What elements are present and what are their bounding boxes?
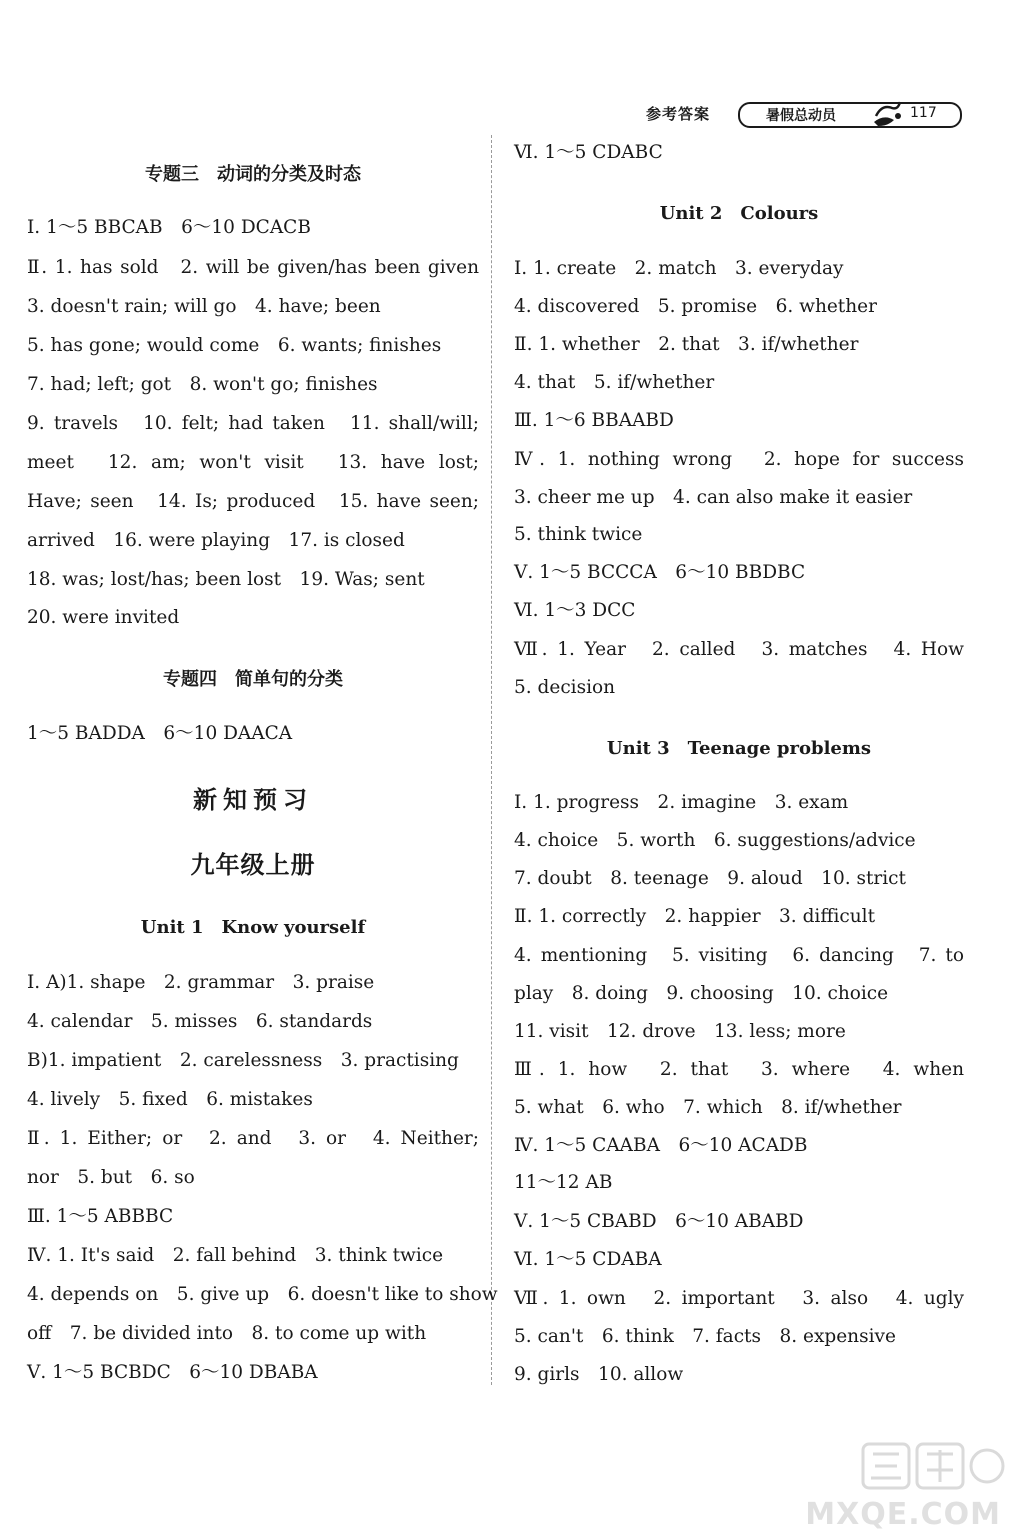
topic3-line: Have; seen 14. Is; produced 15. have seen; [27,491,479,512]
unit3-line: 11. visit 12. drove 13. less; more [514,1021,846,1042]
unit2-line: 4. discovered 5. promise 6. whether [514,296,877,317]
topic4-line: 1～5 BADDA 6～10 DAACA [27,723,293,744]
topic3-line: meet 12. am; won't visit 13. have lost; [27,452,479,473]
unit2-line: Ⅳ. 1. nothing wrong 2. hope for success [514,449,964,470]
unit3-line: 5. can't 6. think 7. facts 8. expensive [514,1326,896,1347]
unit3-line: 9. girls 10. allow [514,1364,684,1385]
unit2-line: Ⅴ. 1～5 BCCCA 6～10 BBDBC [514,562,806,583]
column-divider [491,135,492,1385]
page-number: 117 [910,105,937,121]
header-label: 参考答案 [646,105,711,123]
unit1-line: Ⅴ. 1～5 BCBDC 6～10 DBABA [27,1362,318,1383]
unit2-line: Ⅵ. 1～3 DCC [514,600,636,621]
svg-text:MXQE.COM: MXQE.COM [805,1497,1001,1530]
unit3-line: Ⅰ. 1. progress 2. imagine 3. exam [514,792,849,813]
page-header [640,100,970,130]
unit3-line: Ⅲ. 1. how 2. that 3. where 4. when [514,1059,964,1080]
watermark-logo [805,1440,1005,1530]
unit3-title: Unit 3 Teenage problems [606,738,872,759]
unit1-title: Unit 1 Know yourself [140,917,366,938]
unit1-line: Ⅱ. 1. Either; or 2. and 3. or 4. Neither; [27,1128,479,1149]
topic3-line: 7. had; left; got 8. won't go; finishes [27,374,378,395]
unit1-line: off 7. be divided into 8. to come up with [27,1323,427,1344]
unit2-line: 5. decision [514,677,616,698]
unit3-line: Ⅴ. 1～5 CBABD 6～10 ABABD [514,1211,804,1232]
unit2-line: Ⅱ. 1. whether 2. that 3. if/whether [514,334,859,355]
topic3-line: arrived 16. were playing 17. is closed [27,530,405,551]
unit3-line: 7. doubt 8. teenage 9. aloud 10. strict [514,868,906,889]
unit2-line: 4. that 5. if/whether [514,372,715,393]
unit1-line: B)1. impatient 2. carelessness 3. practising [27,1050,459,1071]
grade-title: 九年级上册 [190,851,316,879]
header-brand: 暑假总动员 [766,108,836,124]
topic3-line: 3. doesn't rain; will go 4. have; been [27,296,381,317]
unit2-line: Ⅶ. 1. Year 2. called 3. matches 4. How [514,639,964,660]
section-title: 新知预习 [193,786,313,814]
topic3-line: 5. has gone; would come 6. wants; finishes [27,335,442,356]
unit3-line: 4. choice 5. worth 6. suggestions/advice [514,830,916,851]
unit3-line: Ⅵ. 1～5 CDABA [514,1249,662,1270]
unit3-line: 11～12 AB [514,1172,613,1193]
mascot-icon [868,96,908,132]
unit1-continued-line: Ⅵ. 1～5 CDABC [514,142,663,163]
topic3-line: Ⅰ. 1～5 BBCAB 6～10 DCACB [27,217,311,238]
unit3-line: play 8. doing 9. choosing 10. choice [514,983,889,1004]
unit1-line: 4. lively 5. fixed 6. mistakes [27,1089,313,1110]
unit1-line: Ⅳ. 1. It's said 2. fall behind 3. think twice [27,1245,444,1266]
unit3-line: 4. mentioning 5. visiting 6. dancing 7. to [514,945,964,966]
unit1-line: 4. depends on 5. give up 6. doesn't like to show [27,1284,498,1305]
topic3-line: 18. was; lost/has; been lost 19. Was; sent [27,569,425,590]
unit1-line: nor 5. but 6. so [27,1167,195,1188]
unit3-line: 5. what 6. who 7. which 8. if/whether [514,1097,902,1118]
unit3-line: Ⅶ. 1. own 2. important 3. also 4. ugly [514,1288,964,1309]
unit3-line: Ⅳ. 1～5 CAABA 6～10 ACADB [514,1135,808,1156]
unit2-title: Unit 2 Colours [659,203,819,224]
topic3-title: 专题三 动词的分类及时态 [145,164,361,185]
topic4-title: 专题四 简单句的分类 [163,669,343,690]
unit1-line: 4. calendar 5. misses 6. standards [27,1011,373,1032]
unit2-line: Ⅲ. 1～6 BBAABD [514,410,674,431]
unit2-line: 3. cheer me up 4. can also make it easier [514,487,913,508]
unit1-line: Ⅰ. A)1. shape 2. grammar 3. praise [27,972,375,993]
topic3-line: Ⅱ. 1. has sold 2. will be given/has been given [27,257,479,278]
header-pill [738,102,962,128]
unit3-line: Ⅱ. 1. correctly 2. happier 3. difficult [514,906,876,927]
topic3-line: 9. travels 10. felt; had taken 11. shall/will; [27,413,479,434]
unit1-line: Ⅲ. 1～5 ABBBC [27,1206,174,1227]
unit2-line: 5. think twice [514,524,643,545]
unit2-line: Ⅰ. 1. create 2. match 3. everyday [514,258,844,279]
topic3-line: 20. were invited [27,607,180,628]
